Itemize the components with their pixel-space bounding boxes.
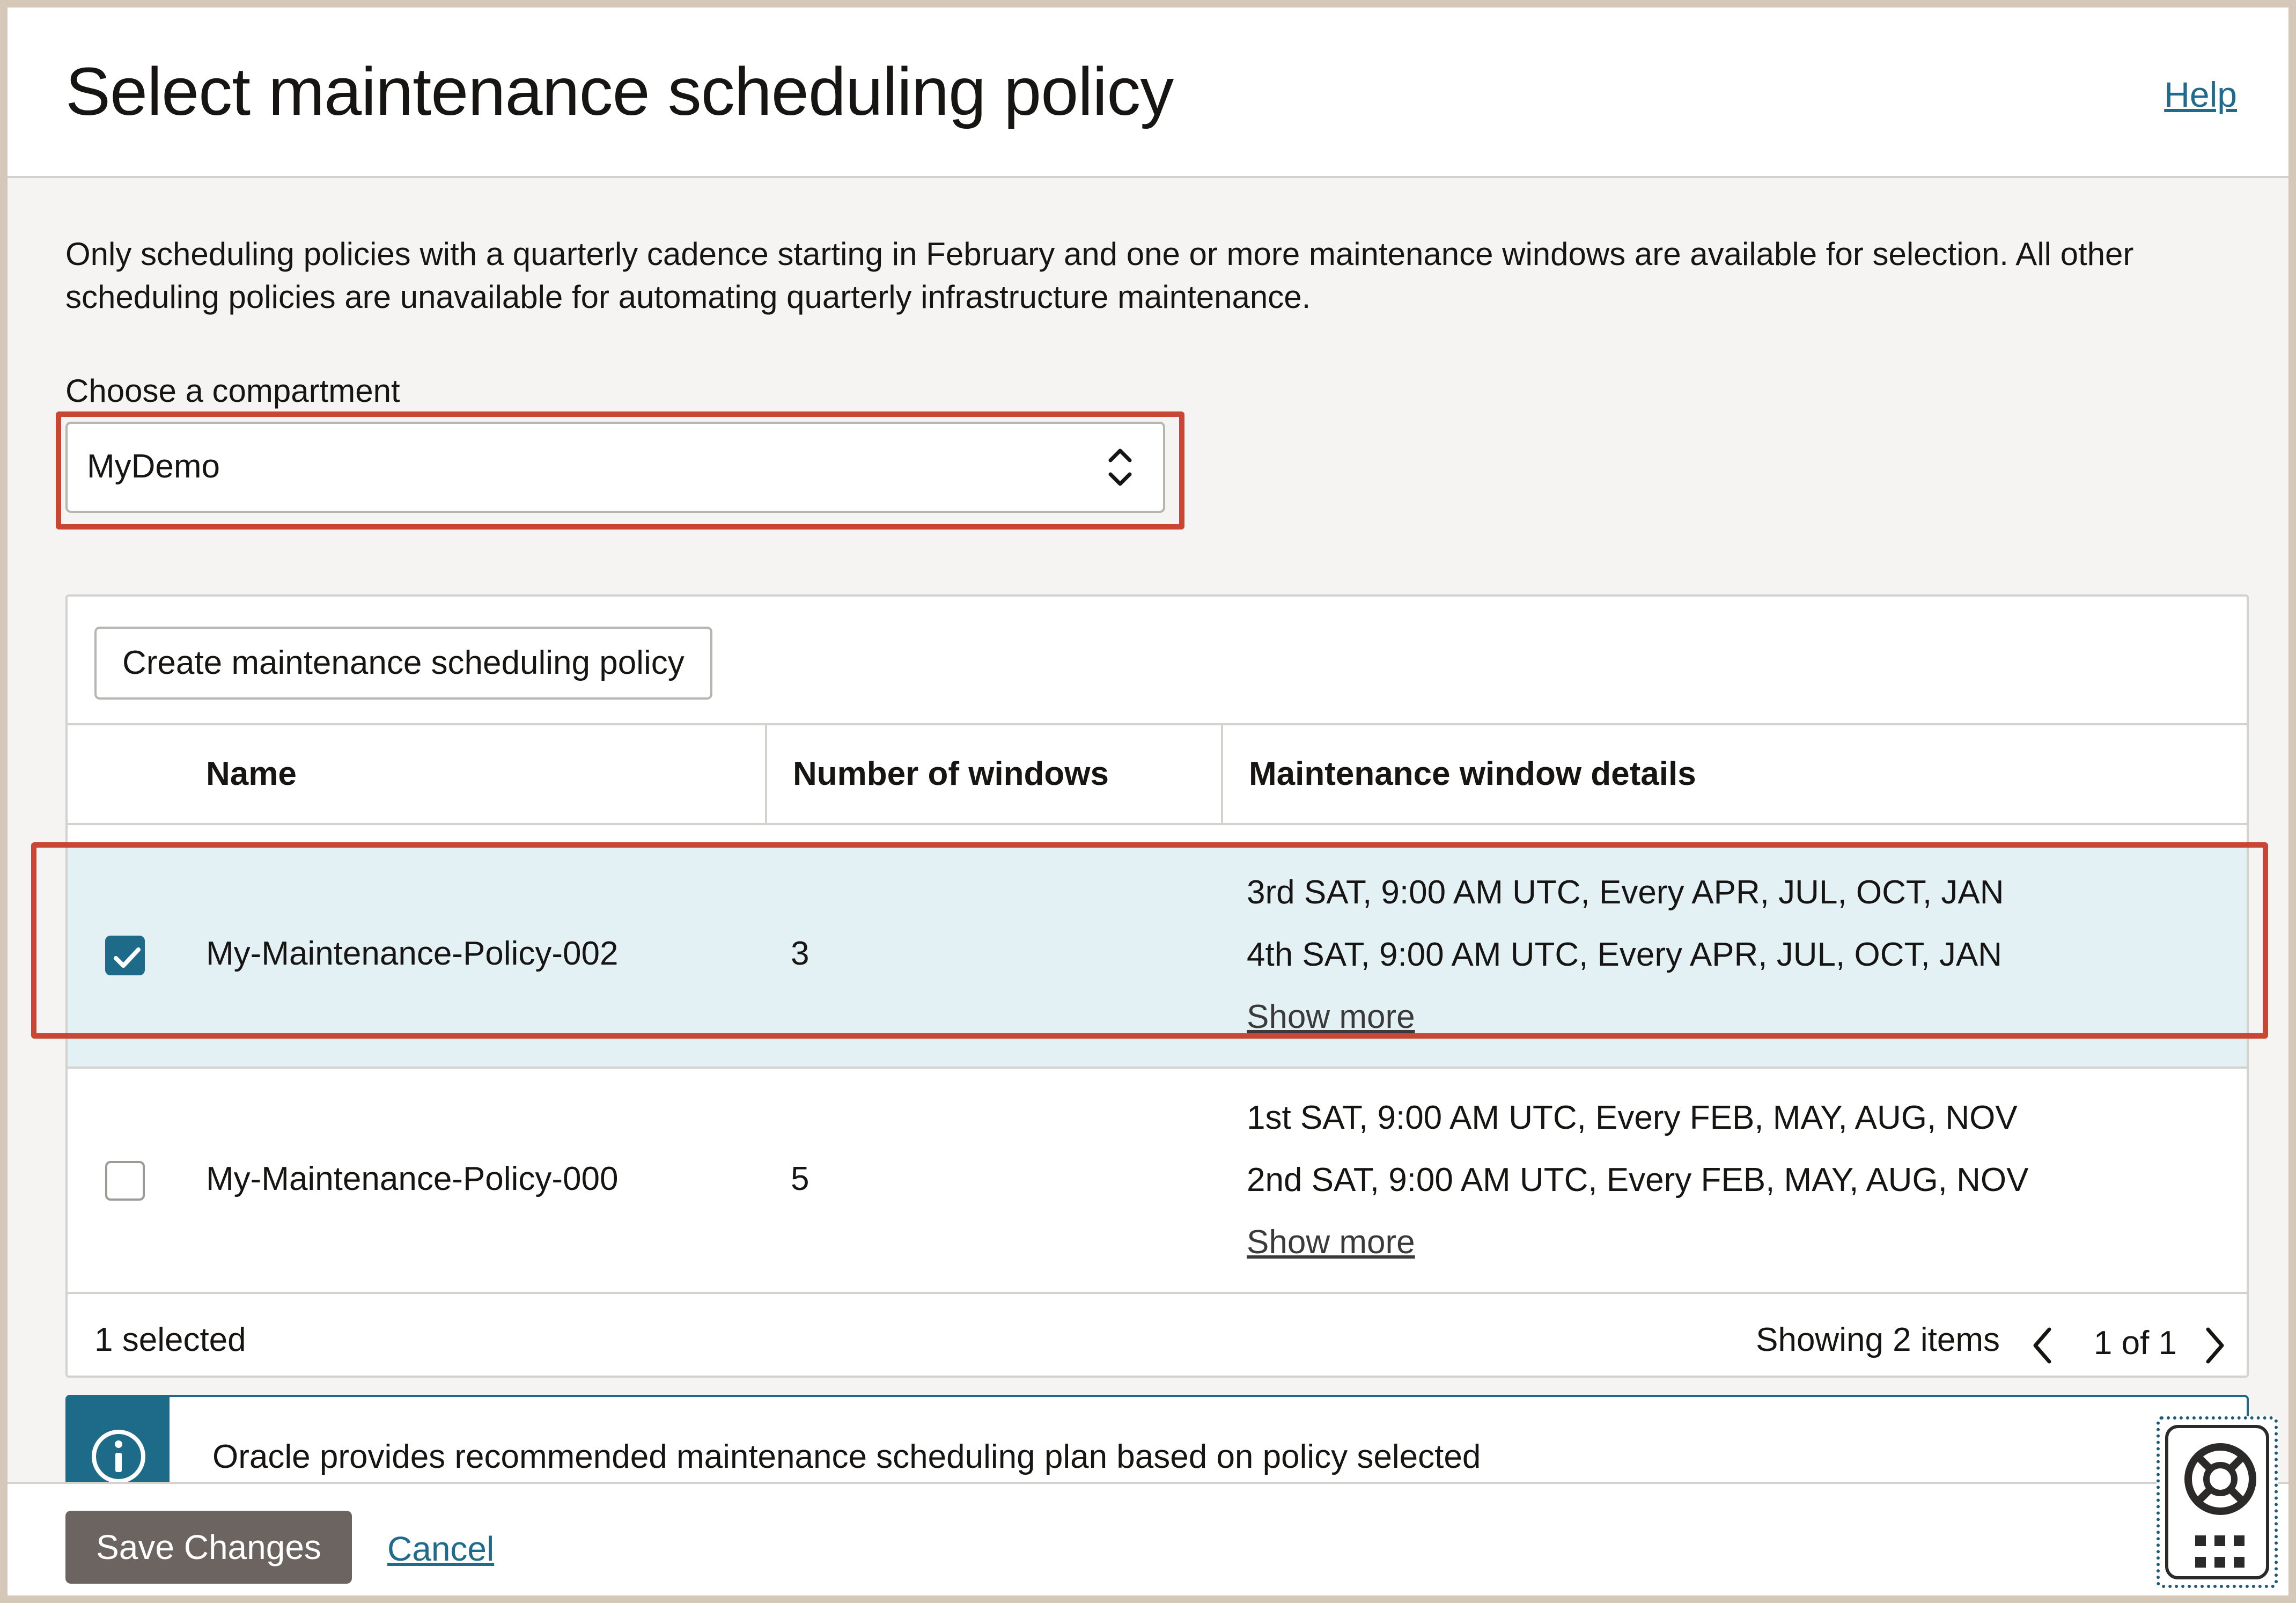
compartment-select-value: MyDemo xyxy=(87,448,220,485)
policy-name: My-Maintenance-Policy-000 xyxy=(206,1160,619,1197)
window-detail: 2nd SAT, 9:00 AM UTC, Every FEB, MAY, AUG, NOV xyxy=(1247,1161,2029,1198)
window-count: 5 xyxy=(791,1160,810,1197)
selected-count: 1 selected xyxy=(94,1321,246,1358)
policy-name: My-Maintenance-Policy-002 xyxy=(206,935,619,972)
page-title: Select maintenance scheduling policy xyxy=(65,54,1174,129)
table-header xyxy=(68,723,2247,825)
cancel-link[interactable]: Cancel xyxy=(387,1530,495,1568)
help-link[interactable]: Help xyxy=(2164,75,2237,114)
policy-description: Only scheduling policies with a quarterly cadence starting in February and one or more maintenance windows are available for selection. All other scheduling policies are unavailable for automating quarterly infrastructure maintenance. xyxy=(65,236,2134,315)
chevron-right-icon[interactable] xyxy=(2198,1324,2231,1367)
dialog-header xyxy=(8,8,2288,178)
window-detail: 1st SAT, 9:00 AM UTC, Every FEB, MAY, AUG, NOV xyxy=(1247,1099,2018,1136)
column-header-window-details[interactable]: Maintenance window details xyxy=(1221,725,2247,823)
show-more-link[interactable]: Show more xyxy=(1247,1224,1415,1261)
info-text: Oracle provides recommended maintenance scheduling plan based on policy selected xyxy=(212,1438,1481,1475)
save-changes-button[interactable]: Save Changes xyxy=(65,1511,352,1584)
action-bar xyxy=(8,1482,2288,1595)
showing-items: Showing 2 items xyxy=(1756,1321,2000,1358)
help-widget-body xyxy=(2165,1425,2269,1579)
help-widget[interactable] xyxy=(2157,1416,2278,1588)
column-header-window-count[interactable]: Number of windows xyxy=(765,725,1221,823)
info-icon xyxy=(89,1427,148,1486)
window-detail: 3rd SAT, 9:00 AM UTC, Every APR, JUL, OCT, JAN xyxy=(1247,874,2004,911)
create-policy-button[interactable]: Create maintenance scheduling policy xyxy=(94,627,712,700)
table-row[interactable] xyxy=(68,1069,2247,1294)
show-more-link[interactable]: Show more xyxy=(1247,998,1415,1035)
lifebuoy-icon xyxy=(2180,1439,2261,1519)
compartment-label: Choose a compartment xyxy=(65,373,400,409)
window-detail: 4th SAT, 9:00 AM UTC, Every APR, JUL, OCT, JAN xyxy=(1247,936,2003,973)
page-indicator: 1 of 1 xyxy=(2093,1325,2177,1362)
chevron-left-icon[interactable] xyxy=(2027,1324,2059,1367)
column-header-name[interactable]: Name xyxy=(206,755,297,792)
window-count: 3 xyxy=(791,935,810,972)
table-footer xyxy=(68,1294,2247,1378)
selected-row-highlight-box xyxy=(31,842,2268,1039)
row-checkbox[interactable] xyxy=(105,1161,145,1201)
apps-grid-icon xyxy=(2193,1533,2247,1571)
compartment-highlight-box xyxy=(56,411,1184,530)
